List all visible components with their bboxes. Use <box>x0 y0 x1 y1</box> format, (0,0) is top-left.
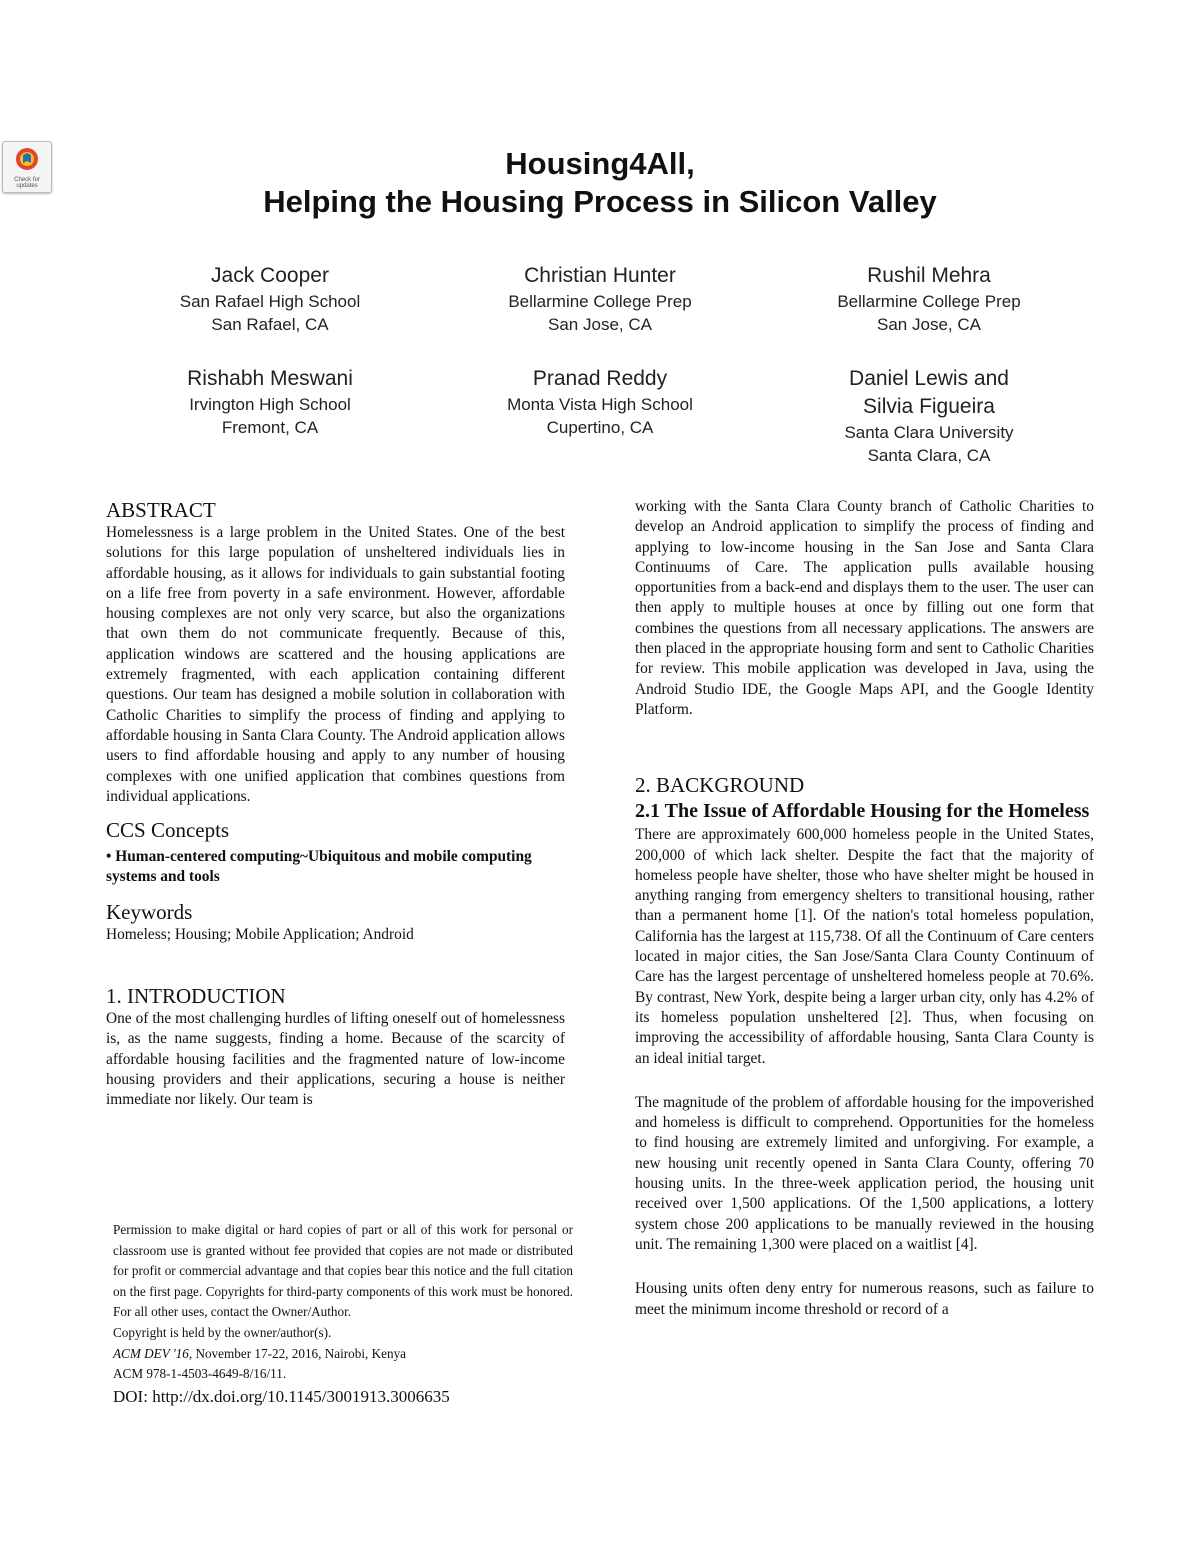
background-paragraph: The magnitude of the problem of affordable housing for the impoverished and homeless is difficult to comprehend. Opportunities for the homeless to find housing are extremely limited and unforgiving. For example, a new housing unit recently opened in Santa Clara County, offering 70 housing units. In the three-week application period, the housing unit received over 1,500 applications. Of the 1,500 applications, a lottery system chose 200 applications to be manually reviewed in the housing unit. The remaining 1,300 were placed on a waitlist [4]. <box>635 1093 1094 1253</box>
author-location: Fremont, CA <box>221 418 319 437</box>
paper-title <box>0 145 1200 221</box>
permission-block <box>113 1220 573 1409</box>
doi-link[interactable]: DOI: http://dx.doi.org/10.1145/3001913.3006635 <box>113 1386 450 1406</box>
author-location: Cupertino, CA <box>546 418 654 437</box>
left-column <box>106 497 565 1111</box>
introduction-heading: 1. INTRODUCTION <box>106 984 286 1009</box>
right-column <box>635 497 1094 1320</box>
ccs-heading: CCS Concepts <box>106 818 230 843</box>
author-block <box>779 262 1079 336</box>
conference-line <box>113 1344 573 1365</box>
author-location: San Jose, CA <box>877 315 981 334</box>
keywords-heading: Keywords <box>106 899 193 924</box>
author-name: Rishabh Meswani <box>187 367 353 390</box>
introduction-body: One of the most challenging hurdles of lifting oneself out of homelessness is, as the name suggests, finding a home. Because of the scarcity of affordable housing facilities and the fragmented nature of low-income housing providers and their applications, securing a house is neither immediate nor likely. Our team is <box>106 1010 565 1109</box>
keywords-body: Homeless; Housing; Mobile Application; Android <box>106 925 414 943</box>
background-subheading: 2.1 The Issue of Affordable Housing for the Homeless <box>635 800 1090 823</box>
author-block <box>450 365 750 439</box>
intro-continued: working with the Santa Clara County branch of Catholic Charities to develop an Android application to simplify the process of finding and applying to low-income housing in the San Jose and Santa Clara Continuums of Care. The application pulls available housing opportunities from a back-end and displays them to the user. The user can then apply to multiple houses at once by filling out one form that combines the questions from all necessary applications. The answers are then placed in the appropriate housing form and sent to Catholic Charities for review. This mobile application was developed in Java, using the Android Studio IDE, the Google Maps API, and the Google Identity Platform. <box>635 498 1094 718</box>
author-name: Rushil Mehra <box>867 264 991 287</box>
author-block <box>779 365 1079 467</box>
ccs-body: • Human-centered computing~Ubiquitous and mobile computing systems and tools <box>106 848 532 886</box>
copyright-text: Copyright is held by the owner/author(s). <box>113 1324 332 1340</box>
author-block <box>120 365 420 439</box>
author-affiliation: Santa Clara University <box>844 423 1014 442</box>
author-affiliation: Bellarmine College Prep <box>508 292 692 311</box>
author-name: Jack Cooper <box>211 264 329 287</box>
author-name: Pranad Reddy <box>532 367 668 390</box>
permission-text: Permission to make digital or hard copies of part or all of this work for personal or classroom use is granted without fee provided that copies are not made or distributed for profit or commercial advantage and that copies bear this notice and the full citation on the first page. Copyrights for third-party components of this work must be honored. For all other uses, contact the Owner/Author. <box>113 1222 573 1320</box>
title-line-2: Helping the Housing Process in Silicon Valley <box>263 184 937 219</box>
author-affiliation: San Rafael High School <box>179 292 361 311</box>
author-name: Christian Hunter <box>524 264 676 287</box>
background-paragraph: There are approximately 600,000 homeless people in the United States, 200,000 of which lack shelter. Despite the fact that the majority of homeless people have shelter, those who have shelter might be housed in anything ranging from emergency shelters to transitional housing, rather than a permanent home [1]. Of the nation's total homeless population, California has the largest at 115,738. Of all the Continuum of Care centers located in major cities, the San Jose/Santa Clara County Continuum of Care has the largest percentage of unsheltered homeless people at 70.6%. By contrast, New York, despite being a larger urban city, only has 4.2% of its homeless population unsheltered [2]. Thus, when focusing on improving the accessibility of affordable housing, Santa Clara County is an ideal initial target. <box>635 826 1094 1067</box>
background-paragraph: Housing units often deny entry for numerous reasons, such as failure to meet the minimum income threshold or record of a <box>635 1280 1094 1318</box>
author-location: San Rafael, CA <box>211 315 329 334</box>
title-line-1: Housing4All, <box>505 146 695 181</box>
author-block <box>120 262 420 336</box>
abstract-heading: ABSTRACT <box>106 498 216 522</box>
author-block <box>450 262 750 336</box>
author-affiliation: Bellarmine College Prep <box>837 292 1021 311</box>
author-affiliation: Irvington High School <box>189 395 351 414</box>
author-location: San Jose, CA <box>548 315 652 334</box>
conference-details: , November 17-22, 2016, Nairobi, Kenya <box>188 1345 407 1361</box>
author-affiliation: Monta Vista High School <box>507 395 693 414</box>
conference-name: ACM DEV '16 <box>113 1345 189 1361</box>
abstract-body: Homelessness is a large problem in the United States. One of the best solutions for this large population of unsheltered individuals lies in affordable housing, as it allows for individuals to gain substantial footing on a life free from poverty in a safe environment. However, affordable housing complexes are not only very scarce, but also the organizations that own them do not communicate frequently. Because of this, application windows are scattered and the housing applications are extremely fragmented, with each application containing different questions. Our team has designed a mobile solution in collaboration with Catholic Charities to simplify the process of finding and applying to affordable housing in Santa Clara County. The Android application allows users to find affordable housing and apply to any number of housing complexes with one unified application that combines questions from individual applications. <box>106 524 565 805</box>
author-name: Silvia Figueira <box>863 395 995 418</box>
badge-text: Check for updates <box>14 177 40 189</box>
background-heading: 2. BACKGROUND <box>635 773 805 798</box>
isbn-text: ACM 978-1-4503-4649-8/16/11. <box>113 1366 287 1382</box>
author-name: Daniel Lewis and <box>849 367 1009 390</box>
author-location: Santa Clara, CA <box>867 446 991 465</box>
